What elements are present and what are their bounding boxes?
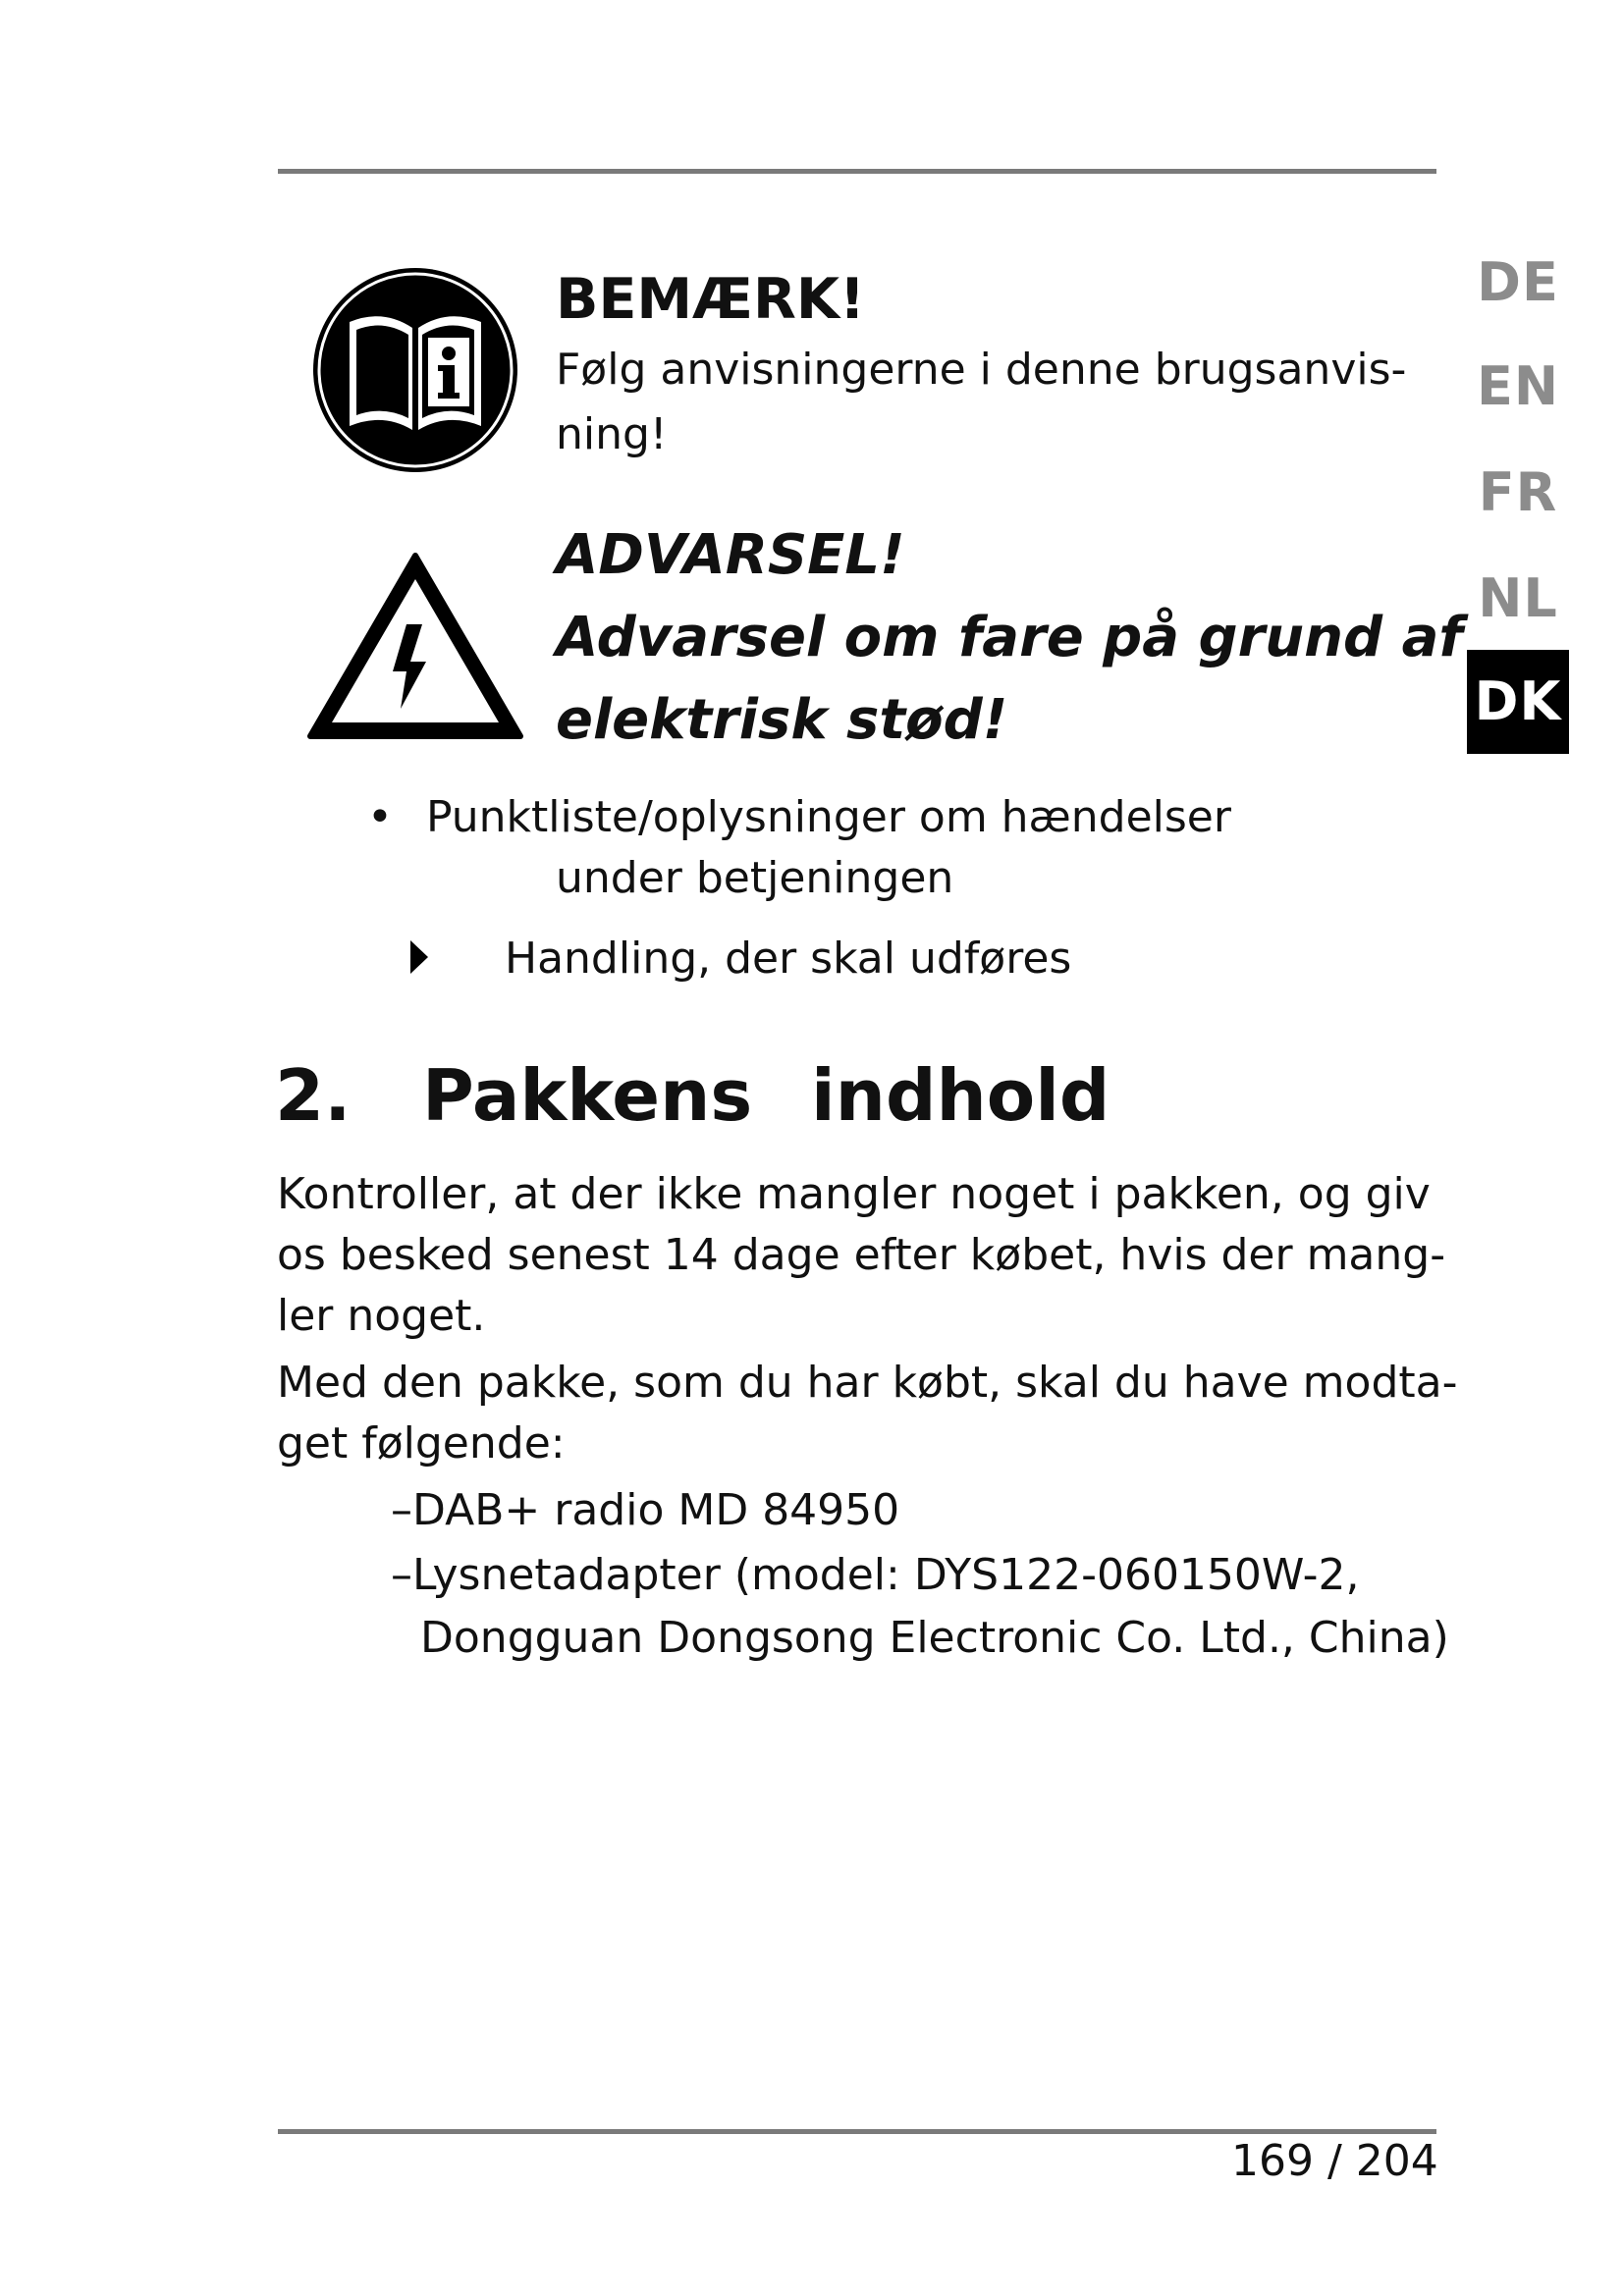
bullet-symbol: • — [367, 792, 393, 842]
info-book-icon — [310, 265, 520, 475]
para2-line-1: Med den pakke, som du har købt, skal du have modta- — [277, 1358, 1458, 1408]
warning-line-1: ADVARSEL! — [556, 523, 905, 587]
electric-shock-warning-icon — [304, 550, 526, 742]
warning-line-2: Advarsel om fare på grund af — [556, 606, 1463, 669]
lang-tab-dk-active[interactable]: DK — [1467, 650, 1569, 754]
section-title-word-1: Pakkens — [422, 1054, 753, 1137]
lang-tab-fr[interactable]: FR — [1478, 461, 1558, 523]
lang-tab-nl[interactable]: NL — [1478, 567, 1558, 629]
para1-line-1: Kontroller, at der ikke mangler noget i pakken, og giv — [277, 1169, 1431, 1219]
section-number: 2. — [275, 1054, 352, 1137]
list-item-2-line-2: Dongguan Dongsong Electronic Co. Ltd., China) — [420, 1613, 1449, 1663]
bullet-line-2: under betjeningen — [556, 853, 954, 903]
notice-line-1: Følg anvisningerne i denne brugsanvis- — [556, 345, 1407, 395]
list-item-1: –DAB+ radio MD 84950 — [391, 1485, 900, 1535]
header-rule — [278, 169, 1436, 174]
notice-line-2: ning! — [556, 409, 668, 459]
para1-line-2: os besked senest 14 dage efter købet, hvis der mang- — [277, 1230, 1446, 1280]
notice-title: BEMÆRK! — [556, 267, 866, 332]
section-title-word-2: indhold — [811, 1054, 1110, 1137]
action-text: Handling, der skal udføres — [505, 934, 1072, 984]
lang-tab-en[interactable]: EN — [1476, 355, 1560, 417]
lang-tab-de[interactable]: DE — [1477, 251, 1559, 313]
warning-line-3: elektrisk stød! — [556, 688, 1008, 752]
list-item-2-line-1: –Lysnetadapter (model: DYS122-060150W-2, — [391, 1550, 1360, 1600]
footer-rule — [278, 2129, 1436, 2134]
para2-line-2: get følgende: — [277, 1418, 566, 1468]
para1-line-3: ler noget. — [277, 1291, 486, 1341]
bullet-line-1: Punktliste/oplysninger om hændelser — [426, 792, 1231, 842]
action-arrow-icon — [410, 940, 428, 974]
page-number: 169 / 204 — [1231, 2136, 1438, 2186]
